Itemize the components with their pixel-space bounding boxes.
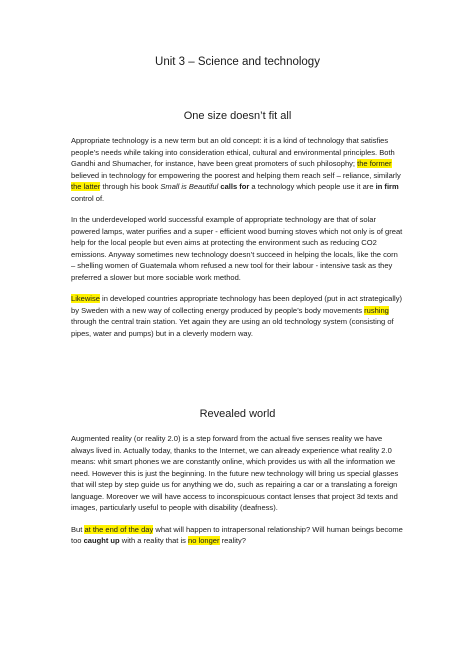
highlight-at-the-end-of-the-day: at the end of the day — [84, 524, 154, 534]
highlight-the-former: the former — [357, 159, 392, 168]
paragraph-underdeveloped-world: In the underdeveloped world successful example of appropriate technology are that of solar powered lamps, water purifies and a super - efficient wood burning stoves which not only is of great help for the local people but even aims at protecting the environment such as reducing CO2 emissions. Anyway sometimes new technology doesn’t succeed in helping the locals, like the corn – shelling women of Guatemala whom refused a new tool for their labour - intensive task as they preferred a slower but more sociable work method. — [71, 215, 403, 282]
unit-title: Unit 3 – Science and technology — [155, 56, 320, 68]
highlight-no-longer: no longer — [188, 536, 220, 545]
highlight-the-latter: the latter — [71, 182, 101, 191]
highlight-likewise: Likewise — [71, 294, 100, 303]
bold-in-firm: in firm — [375, 182, 399, 191]
bold-caught-up: caught up — [83, 536, 120, 545]
paragraph-likewise: Likewise in developed countries appropriate technology has been deployed (put in act strategically) by Sweden with a new way of collecting energy produced by people’s body movements rushing through the central train station. Yet again they are using an old technology system (consisting of pipes, water and pumps) but in a cleverly modern way. — [71, 294, 403, 338]
book-title: Small is Beautiful — [160, 182, 219, 191]
bold-calls-for: calls for — [220, 182, 250, 191]
highlight-rushing: rushing — [364, 305, 389, 315]
section-title-revealed-world: Revealed world — [199, 408, 276, 420]
paragraph-appropriate-technology: Appropriate technology is a new term but an old concept: it is a kind of technology that satisfies people’s needs while taking into consideration ethical, cultural and environmental principles. Both Gandhi and Shumacher, for instance, have been great promoters of such philosophy; the former believed in technology for empowering the poorest and helping them reach self – reliance, similarly the latter through his book Small is Beautiful calls for a technology which people use it are in firm control of. — [71, 136, 401, 203]
section-title-one-size: One size doesn’t fit all — [183, 110, 292, 122]
paragraph-augmented-reality: Augmented reality (or reality 2.0) is a step forward from the actual five senses reality we have always lived in. Actually today, thanks to the Internet, we can already experience what reality 2.0 means: whit smart phones we are constantly online, which provides us with all the information we need. However this is just the beginning. In the future new technology will bring us special glasses that will step by step guide us for anything we do, such as repairing a car or a translating a foreign language. Moreover we will have access to inconspicuous contact lenses that project 3d texts and images, particularly useful to people with disability (deafness). — [71, 434, 399, 512]
paragraph-end-of-day: But at the end of the day what will happen to intrapersonal relationship? Will human beings become too caught up with a reality that is no longer reality? — [71, 524, 403, 545]
